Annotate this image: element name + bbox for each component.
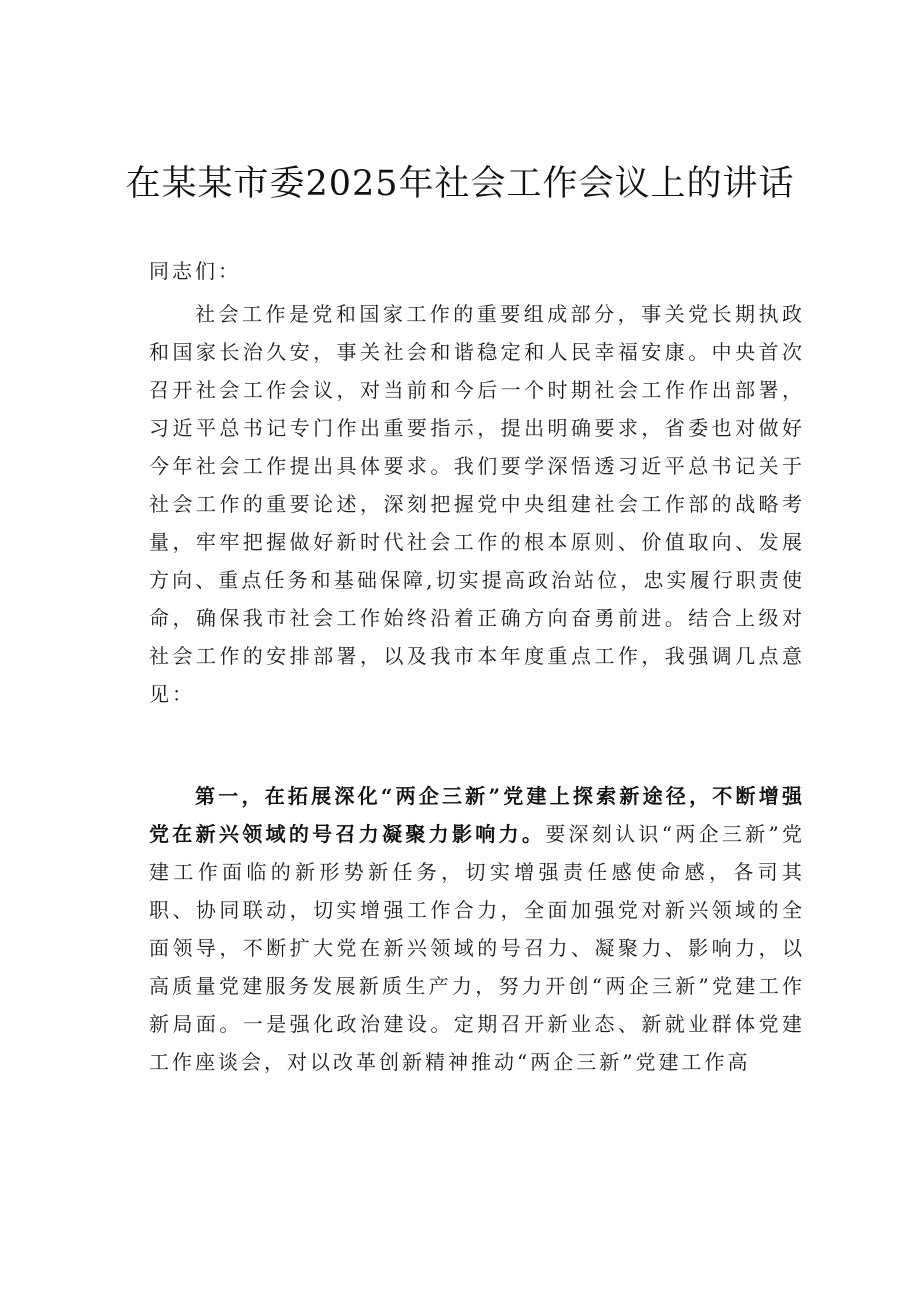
- document-title: 在某某市委2025年社会工作会议上的讲话: [125, 164, 795, 204]
- first-point-body: 要深刻认识“两企三新”党建工作面临的新形势新任务，切实增强责任感使命感，各司其职、协同联动，切实增强工作合力，全面加强党对新兴领域的全面领导，不断扩大党在新兴领域的号召力、凝聚力、影响力，以高质量党建服务发展新质生产力，努力开创“两企三新”党建工作新局面。一是强化政治建设。定期召开新业态、新就业群体党建工作座谈会，对以改革创新精神推动“两企三新”党建工作高: [149, 822, 806, 1074]
- paragraph-first-point: [149, 777, 805, 1081]
- first-point-heading: 第一，在拓展深化“两企三新”党建上探索新途径，不断增强党在新兴领域的号召力凝聚力影响力。: [149, 784, 805, 846]
- paragraph-intro: 社会工作是党和国家工作的重要组成部分，事关党长期执政和国家长治久安，事关社会和谐稳定和人民幸福安康。中央首次召开社会工作会议，对当前和今后一个时期社会工作作出部署，习近平总书记专门作出重要指示，提出明确要求，省委也对做好今年社会工作提出具体要求。我们要学深悟透习近平总书记关于社会工作的重要论述，深刻把握党中央组建社会工作部的战略考量，牢牢把握做好新时代社会工作的根本原则、价值取向、发展方向、重点任务和基础保障,切实提高政治站位，忠实履行职责使命，确保我市社会工作始终沿着正确方向奋勇前进。结合上级对社会工作的安排部署，以及我市本年度重点工作，我强调几点意见：: [149, 302, 805, 706]
- salutation: 同志们：: [149, 259, 241, 283]
